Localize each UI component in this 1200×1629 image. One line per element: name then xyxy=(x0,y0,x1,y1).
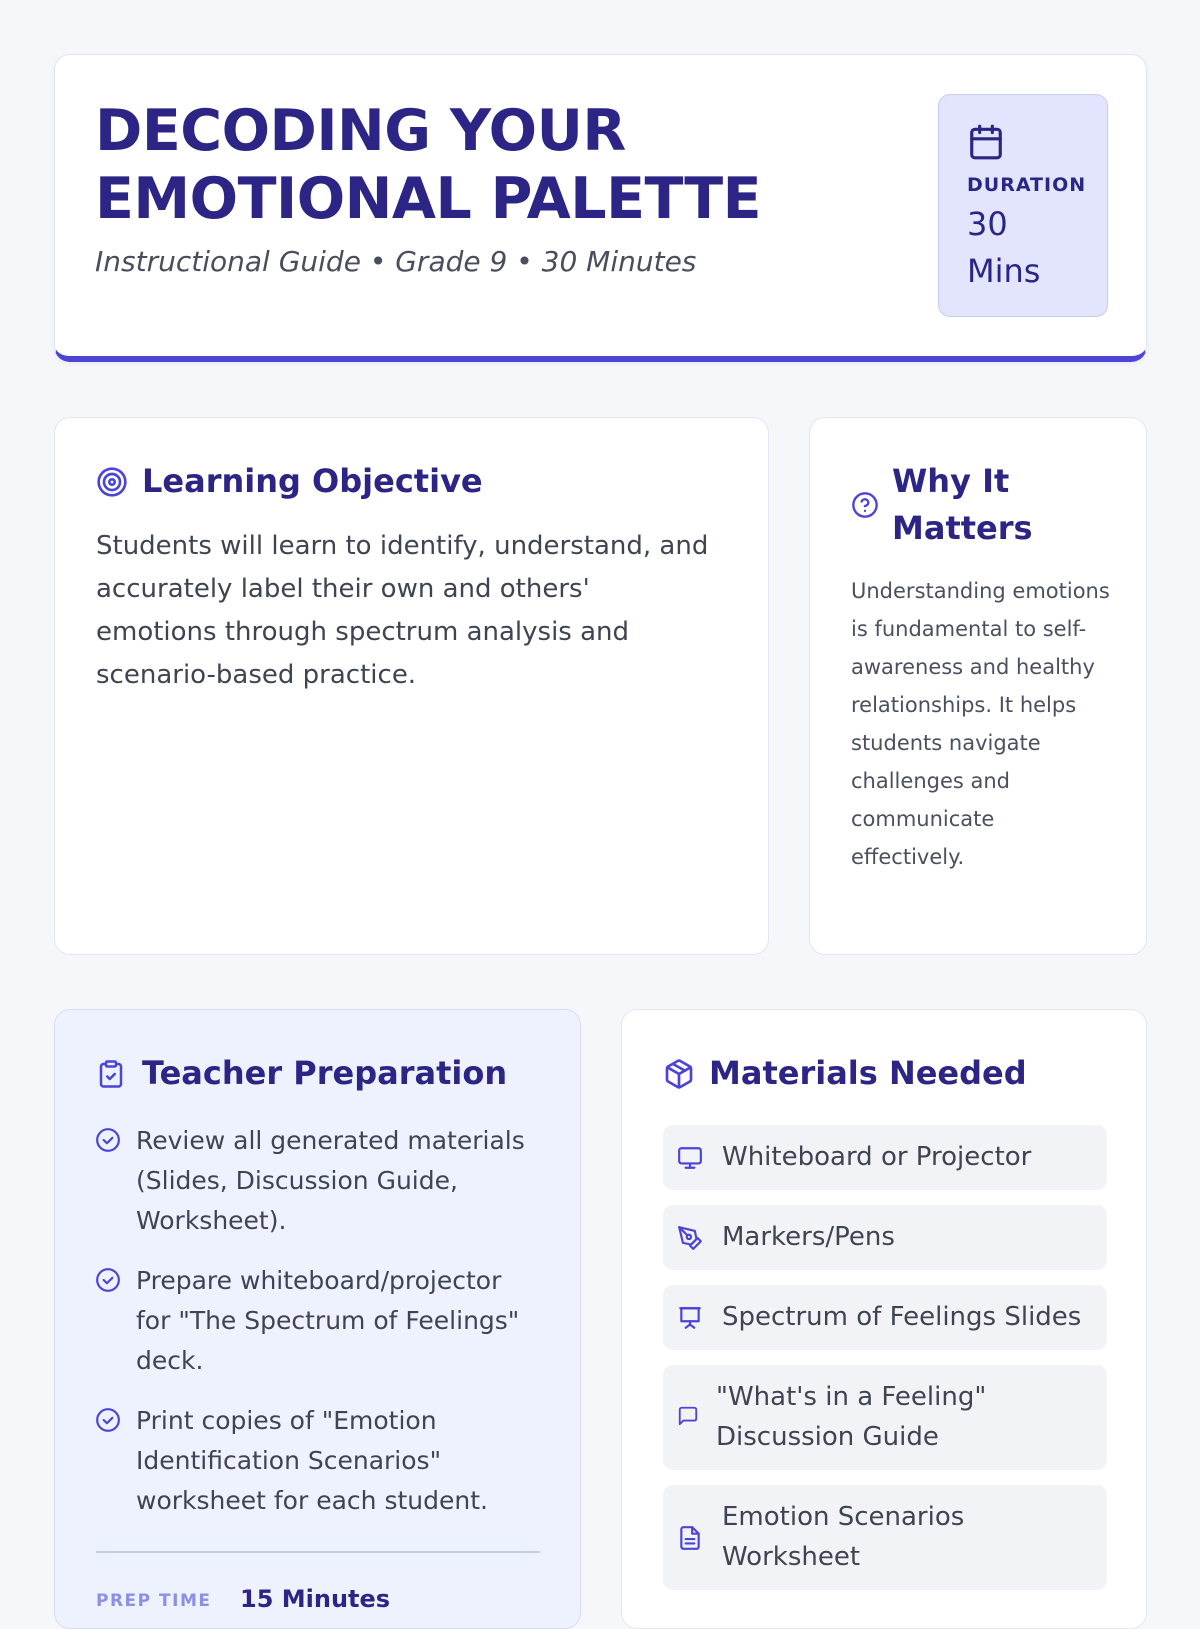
duration-value: 30 Mins xyxy=(967,205,1041,290)
material-item xyxy=(663,1285,1107,1350)
learning-objective-text: Students will learn to identify, understand, and accurately label their own and others' emotions through spectrum analysis and scenario-based practice. xyxy=(96,531,709,690)
teacher-preparation-card xyxy=(54,1009,581,1629)
material-label: Markers/Pens xyxy=(722,1222,895,1252)
document-icon xyxy=(677,1525,703,1551)
learning-objective-title: Learning Objective xyxy=(142,462,483,500)
why-it-matters-title: Why It Matters xyxy=(892,462,1033,547)
check-circle-icon xyxy=(95,1407,121,1433)
material-item xyxy=(663,1485,1107,1590)
learning-objective-card xyxy=(54,417,769,955)
material-item xyxy=(663,1125,1107,1190)
why-it-matters-card xyxy=(809,417,1147,955)
page-subtitle: Instructional Guide • Grade 9 • 30 Minutes xyxy=(95,245,697,278)
material-label: Emotion Scenarios Worksheet xyxy=(722,1502,965,1572)
prep-item-text: Review all generated materials (Slides, Discussion Guide, Worksheet). xyxy=(136,1126,525,1235)
duration-badge xyxy=(938,94,1108,317)
monitor-icon xyxy=(677,1145,703,1171)
duration-label: DURATION xyxy=(967,174,1087,196)
prep-item-text: Print copies of "Emotion Identification Scenarios" worksheet for each student. xyxy=(136,1406,488,1515)
page-title: DECODING YOUR EMOTIONAL PALETTE xyxy=(95,98,762,232)
material-item xyxy=(663,1365,1107,1470)
package-icon xyxy=(663,1058,695,1090)
question-circle-icon xyxy=(851,491,879,519)
prep-item-text: Prepare whiteboard/projector for "The Spectrum of Feelings" deck. xyxy=(136,1266,520,1375)
materials-needed-title: Materials Needed xyxy=(709,1054,1027,1092)
pen-icon xyxy=(677,1225,703,1251)
check-circle-icon xyxy=(95,1127,121,1153)
clipboard-check-icon xyxy=(96,1058,126,1090)
material-item xyxy=(663,1205,1107,1270)
material-label: Whiteboard or Projector xyxy=(722,1142,1032,1172)
target-icon xyxy=(96,466,128,498)
calendar-icon xyxy=(967,123,1005,161)
material-label: Spectrum of Feelings Slides xyxy=(722,1302,1082,1332)
teacher-preparation-title: Teacher Preparation xyxy=(142,1054,508,1092)
chat-icon xyxy=(677,1405,699,1427)
prep-time-label: PREP TIME xyxy=(96,1591,212,1611)
check-circle-icon xyxy=(95,1267,121,1293)
prep-divider xyxy=(96,1551,540,1553)
materials-needed-card xyxy=(621,1009,1147,1629)
material-label: "What's in a Feeling" Discussion Guide xyxy=(716,1382,987,1452)
presentation-icon xyxy=(677,1305,703,1331)
why-it-matters-text: Understanding emotions is fundamental to self-awareness and healthy relationships. It helps students navigate challenges and communicate effectively. xyxy=(851,579,1110,869)
prep-time-value: 15 Minutes xyxy=(240,1585,391,1613)
